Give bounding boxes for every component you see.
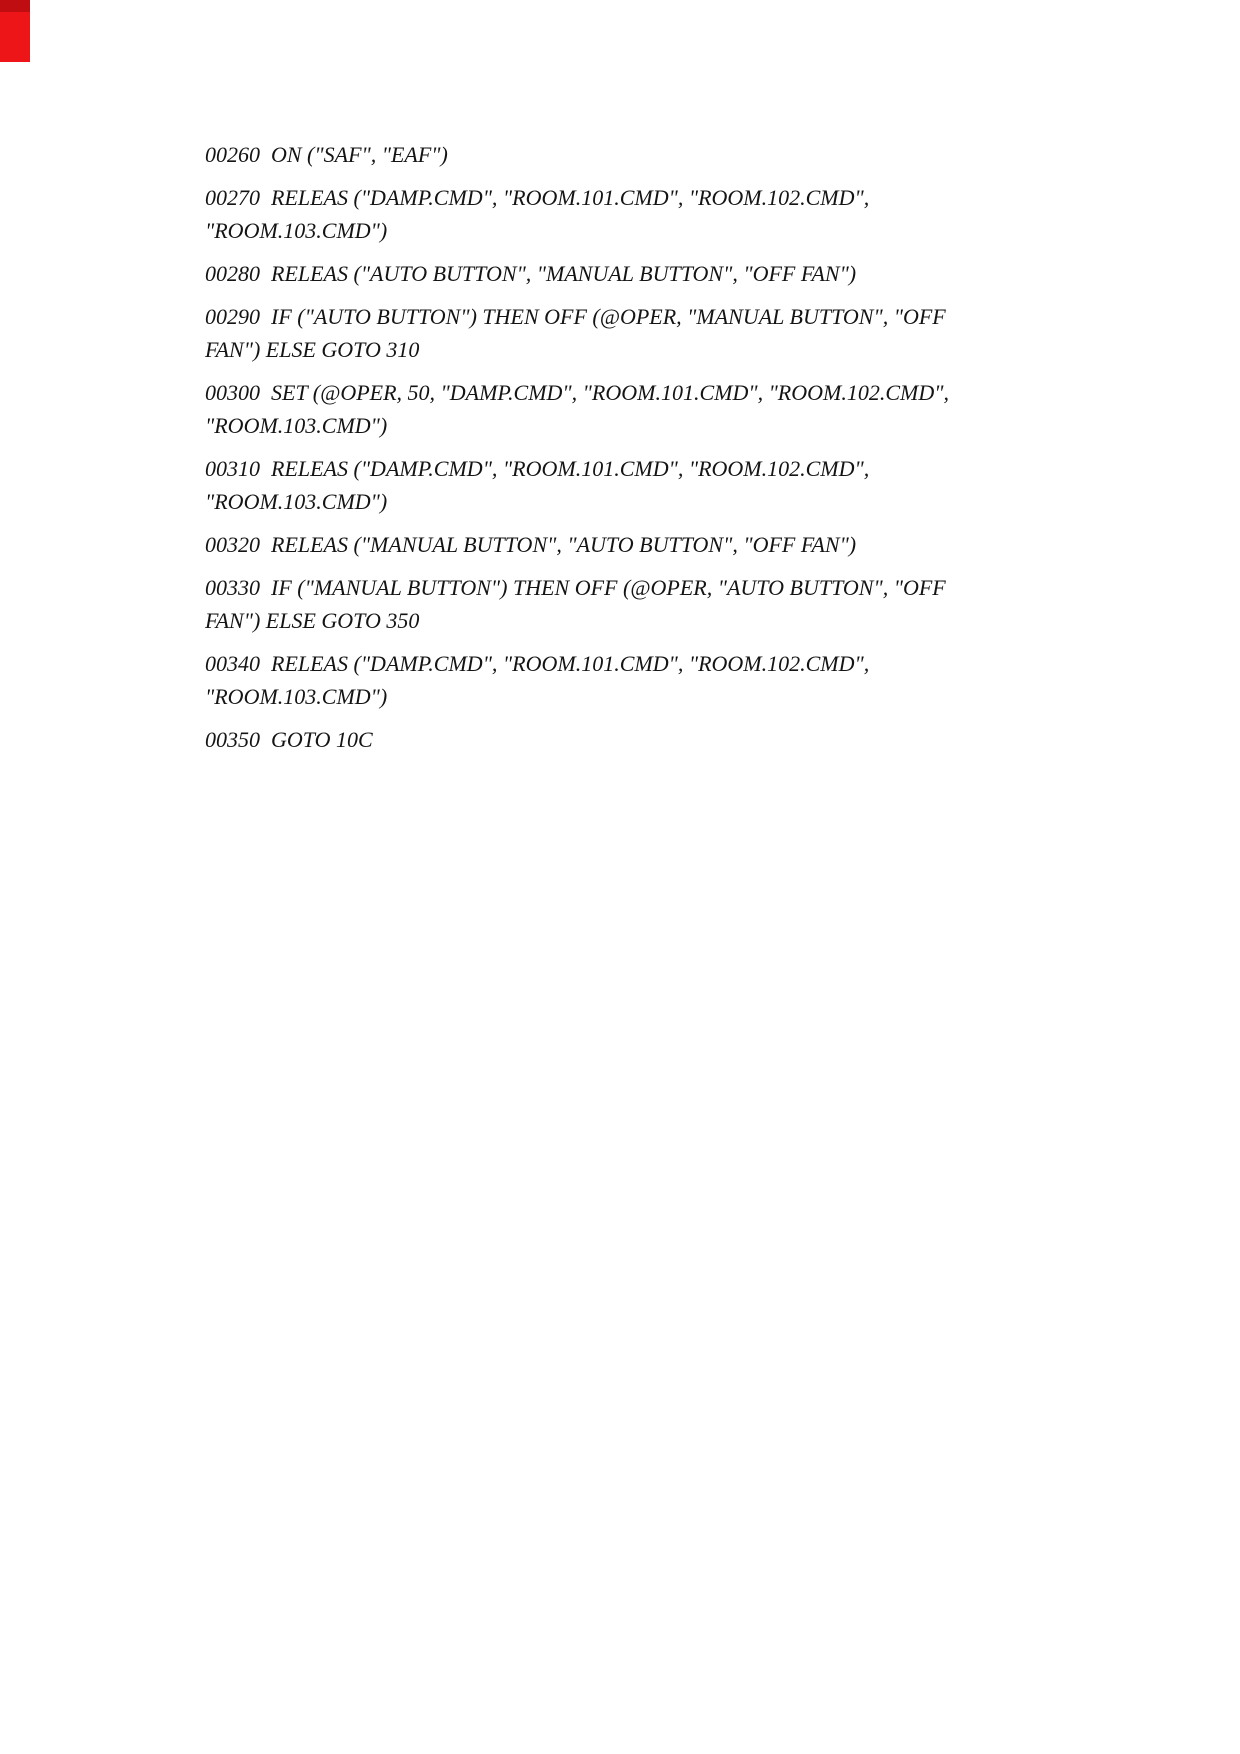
code-line: FAN") ELSE GOTO 350 bbox=[205, 608, 420, 633]
code-line: 00310 RELEAS ("DAMP.CMD", "ROOM.101.CMD", "ROOM.102.CMD", bbox=[205, 456, 870, 481]
code-line: 00300 SET (@OPER, 50, "DAMP.CMD", "ROOM.101.CMD", "ROOM.102.CMD", bbox=[205, 380, 949, 405]
code-line: 00270 RELEAS ("DAMP.CMD", "ROOM.101.CMD", "ROOM.102.CMD", bbox=[205, 185, 870, 210]
code-statement-00330 bbox=[205, 571, 1135, 637]
code-line: 00320 RELEAS ("MANUAL BUTTON", "AUTO BUTTON", "OFF FAN") bbox=[205, 532, 857, 557]
code-statement-00340 bbox=[205, 647, 1135, 713]
code-line: 00260 ON ("SAF", "EAF") bbox=[205, 142, 448, 167]
code-line: "ROOM.103.CMD") bbox=[205, 218, 388, 243]
code-statement-00270 bbox=[205, 181, 1135, 247]
red-corner-marker-stripe bbox=[0, 0, 30, 12]
code-line: 00330 IF ("MANUAL BUTTON") THEN OFF (@OPER, "AUTO BUTTON", "OFF bbox=[205, 575, 946, 600]
code-line: 00290 IF ("AUTO BUTTON") THEN OFF (@OPER, "MANUAL BUTTON", "OFF bbox=[205, 304, 946, 329]
program-listing bbox=[205, 138, 1135, 766]
red-corner-marker bbox=[0, 0, 30, 62]
code-line: "ROOM.103.CMD") bbox=[205, 684, 388, 709]
code-line: 00350 GOTO 10C bbox=[205, 727, 373, 752]
code-statement-00310 bbox=[205, 452, 1135, 518]
code-line: 00280 RELEAS ("AUTO BUTTON", "MANUAL BUTTON", "OFF FAN") bbox=[205, 261, 857, 286]
code-statement-00290 bbox=[205, 300, 1135, 366]
code-statement-00350 bbox=[205, 723, 1135, 756]
code-line: "ROOM.103.CMD") bbox=[205, 413, 388, 438]
code-line: 00340 RELEAS ("DAMP.CMD", "ROOM.101.CMD", "ROOM.102.CMD", bbox=[205, 651, 870, 676]
code-statement-00320 bbox=[205, 528, 1135, 561]
code-statement-00260 bbox=[205, 138, 1135, 171]
code-statement-00300 bbox=[205, 376, 1135, 442]
code-line: FAN") ELSE GOTO 310 bbox=[205, 337, 420, 362]
code-line: "ROOM.103.CMD") bbox=[205, 489, 388, 514]
code-statement-00280 bbox=[205, 257, 1135, 290]
